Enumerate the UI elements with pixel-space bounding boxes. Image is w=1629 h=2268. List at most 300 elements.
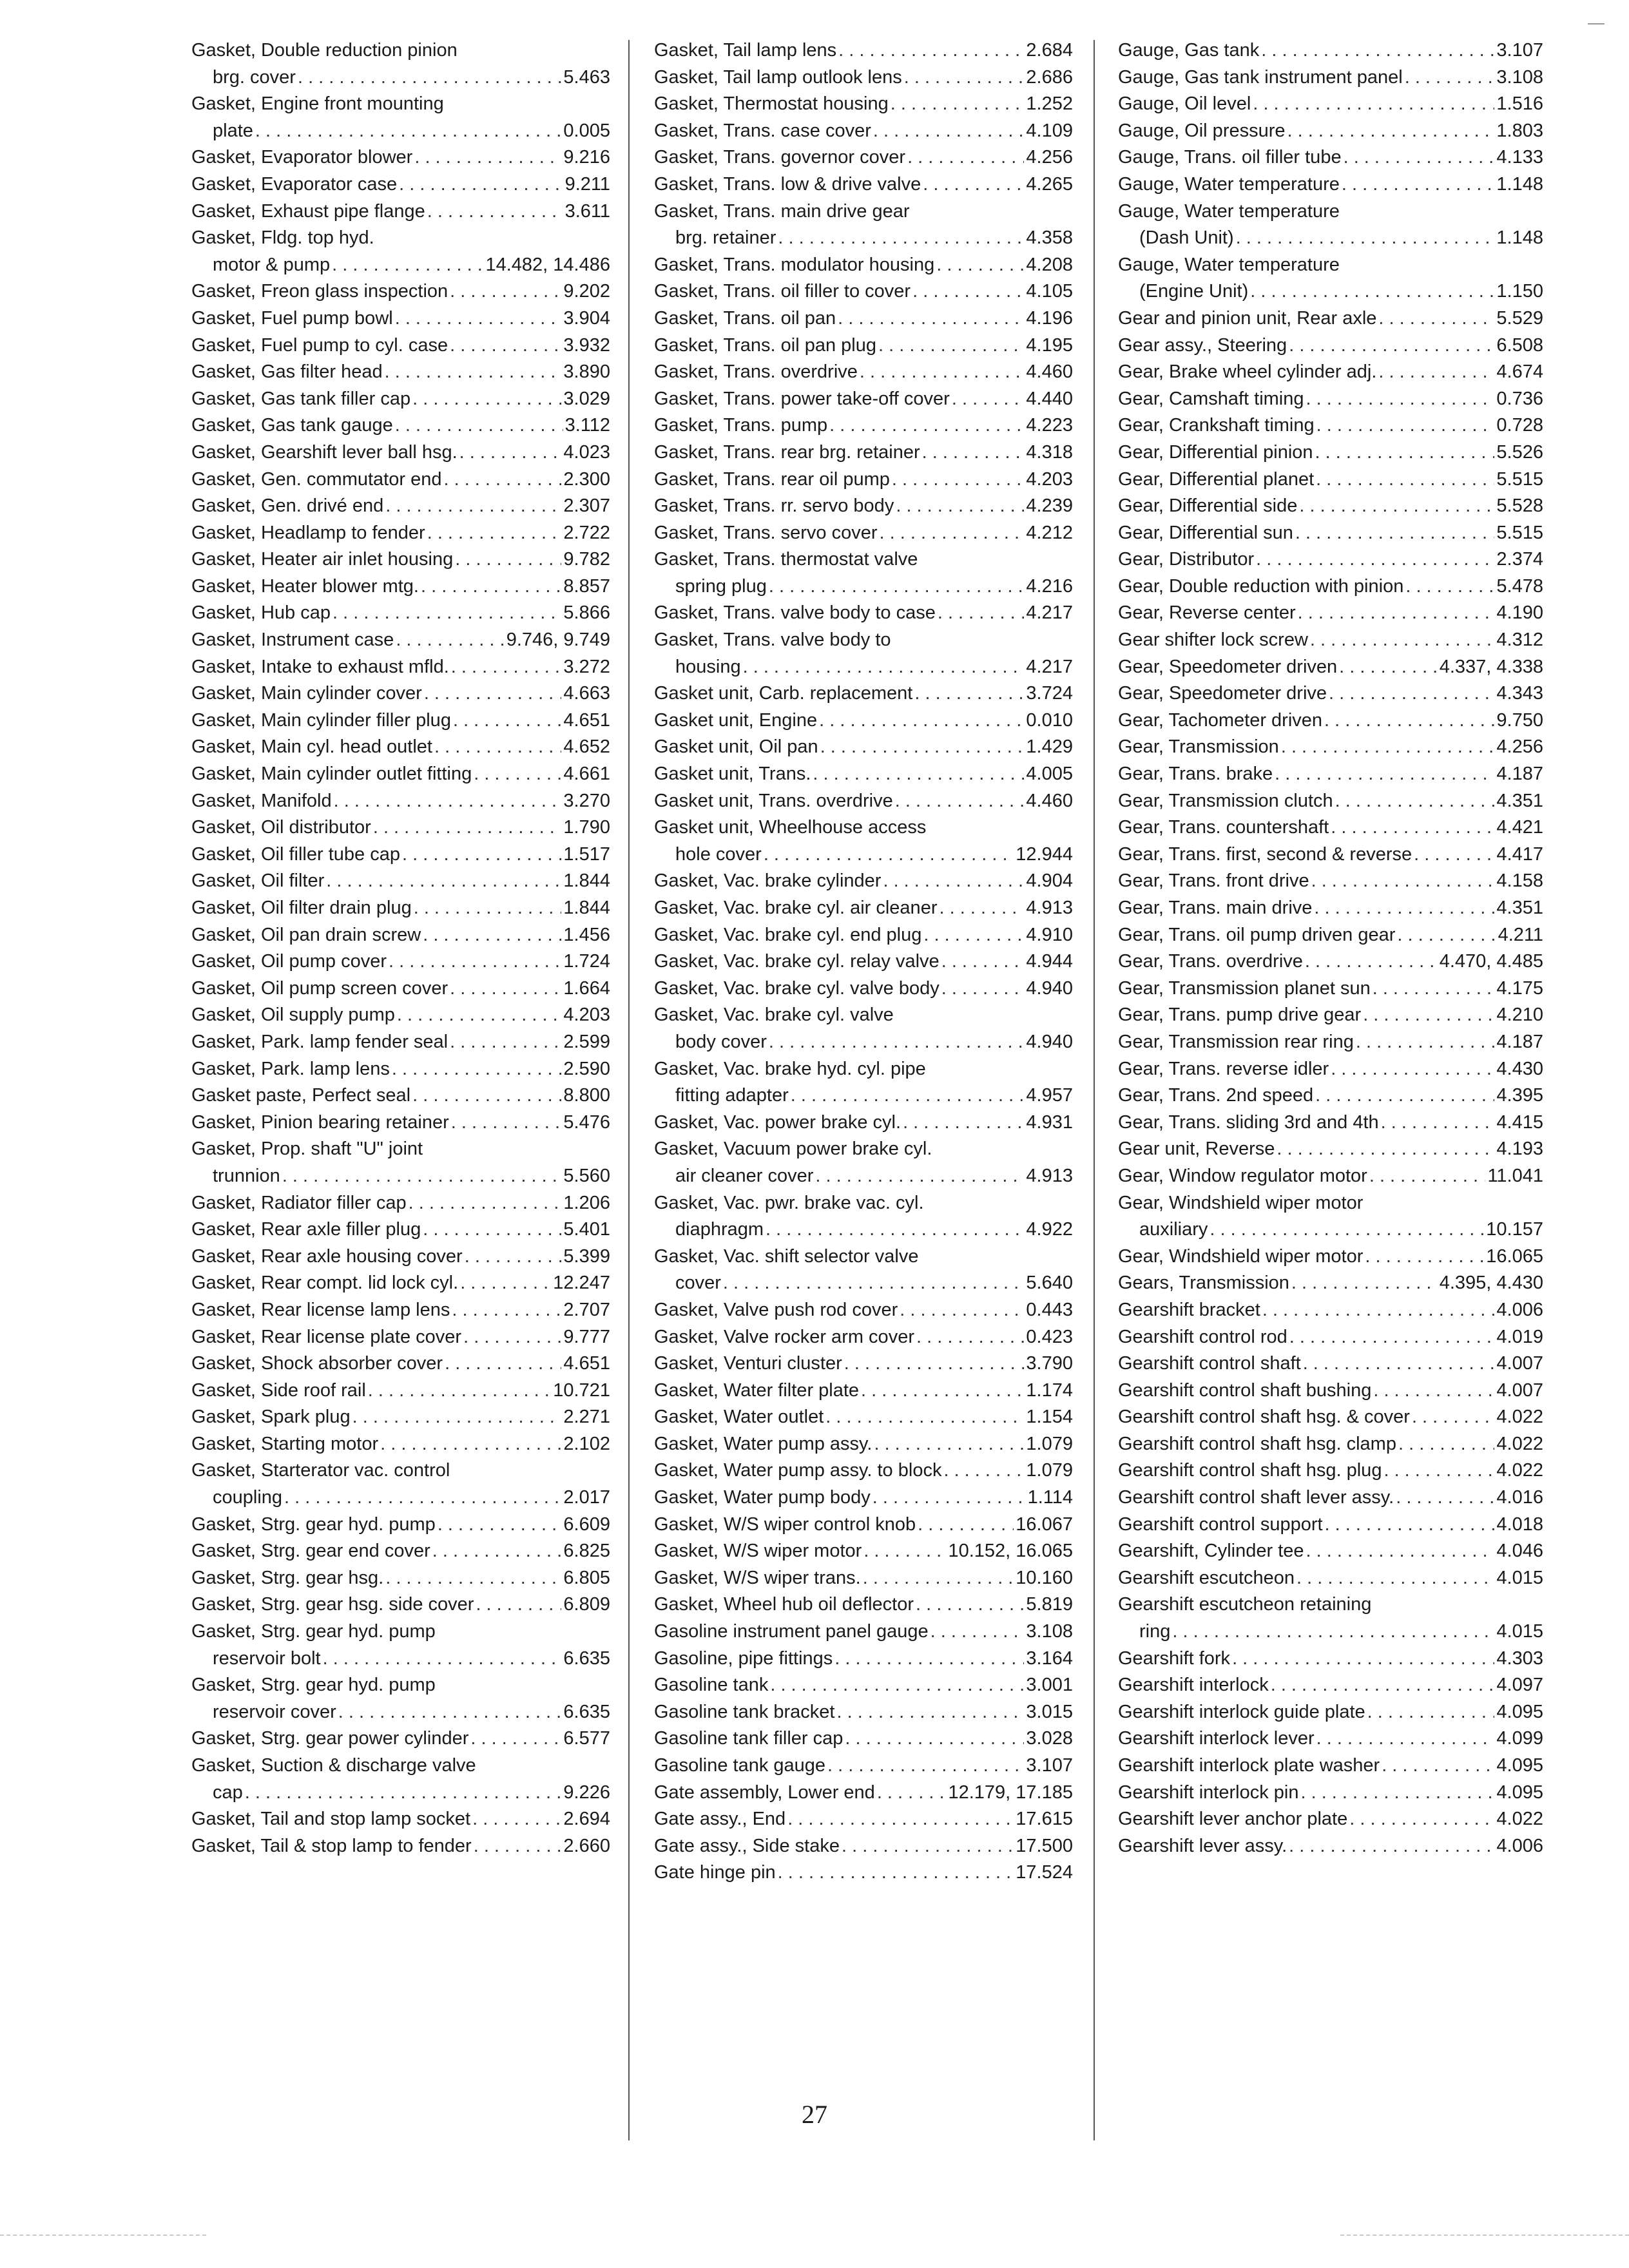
entry-line [1118,439,1543,466]
entry-line [191,332,610,360]
index-entry [191,359,610,386]
entry-text: Gear assy., Steering [1118,334,1287,356]
index-entry [1118,546,1543,573]
entry-text: Gear, Trans. front drive [1118,870,1309,892]
entry-reference-number: 1.516 [1496,93,1543,115]
entry-text: Gear, Trans. overdrive [1118,951,1303,972]
index-entry [1118,466,1543,494]
entry-continuation-line [654,1029,1073,1056]
entry-text: air cleaner cover [675,1165,814,1186]
entry-line [654,305,1073,332]
index-entry [191,922,610,949]
dot-leader [916,1591,1024,1619]
index-entry [191,1270,610,1297]
dot-leader [474,761,561,788]
entry-line [1118,1029,1543,1056]
entry-reference-number: 6.809 [563,1594,610,1615]
entry-reference-number: 6.609 [563,1514,610,1535]
index-entry [191,1082,610,1110]
dot-leader [1277,1136,1494,1163]
entry-line [191,1833,610,1860]
dot-leader [1331,1056,1494,1083]
dot-leader [1405,573,1494,601]
dot-leader [1367,1699,1495,1726]
entry-line [654,91,1073,118]
dot-leader [1373,975,1495,1003]
dot-leader [813,761,1024,788]
page-number: 27 [802,2100,827,2129]
dot-leader [845,1725,1024,1753]
entry-reference-number: 1.148 [1496,227,1543,249]
dot-leader [1383,1457,1494,1485]
dot-leader [941,975,1025,1003]
entry-text: Gear, Transmission clutch [1118,790,1333,811]
index-entry [654,1110,1073,1137]
dot-leader [414,144,561,171]
index-entry [654,1565,1073,1592]
dot-leader [1311,868,1495,895]
index-entry [1118,412,1543,439]
entry-text: Gasket, Water outlet [654,1407,824,1428]
entry-reference-number: 4.193 [1496,1139,1543,1160]
entry-reference-number: 6.508 [1496,334,1543,356]
dot-leader [1369,1163,1486,1190]
entry-text: Gasket, Fuel pump bowl [191,307,393,329]
scan-artifact-line [1340,2234,1629,2236]
entry-text: Gear, Differential pinion [1118,441,1313,463]
dot-leader [1287,118,1495,145]
entry-text: Gasket, Vac. brake cyl. valve body [654,977,940,999]
dot-leader [1306,386,1495,413]
entry-reference-number: 3.107 [1026,1755,1073,1776]
entry-reference-number: 4.351 [1496,790,1543,811]
entry-text: housing [675,656,741,677]
dot-leader [395,412,563,439]
entry-text: Gear, Transmission [1118,736,1279,758]
entry-reference-number: 5.866 [563,602,610,624]
index-entry [191,1350,610,1378]
dot-leader [1232,1646,1494,1673]
dot-leader [450,332,561,360]
index-entry [1118,1029,1543,1056]
dot-leader [459,439,562,466]
dot-leader [1315,1082,1494,1110]
entry-continuation-line [1118,278,1543,305]
index-entry [654,1860,1073,1887]
entry-line [1118,1190,1543,1217]
dot-leader [445,1350,561,1378]
entry-continuation-line [191,64,610,91]
entry-reference-number: 4.216 [1026,575,1073,597]
entry-continuation-line [1118,225,1543,252]
entry-reference-number: 4.940 [1026,977,1073,999]
entry-text: Gasket, Oil filler tube cap [191,843,400,865]
entry-text: Gate hinge pin [654,1862,776,1883]
dot-leader [778,1860,1014,1887]
dot-leader [1262,1297,1495,1324]
index-entry [1118,64,1543,91]
dot-leader [1335,788,1495,815]
entry-reference-number: 2.686 [1026,66,1073,88]
entry-reference-number: 9.782 [563,549,610,570]
entry-reference-number: 9.211 [564,173,610,195]
entry-line [654,278,1073,305]
entry-reference-number: 4.421 [1496,817,1543,838]
index-entry [654,1457,1073,1485]
entry-reference-number: 4.460 [1026,361,1073,383]
dot-leader [423,1216,561,1244]
index-entry [654,278,1073,305]
entry-reference-number: 4.187 [1496,764,1543,785]
entry-line [191,1565,610,1592]
dot-leader [842,1833,1014,1860]
dot-leader [1172,1619,1494,1646]
entry-text: Gasket, Vac. brake cyl. relay valve [654,951,940,972]
index-entry [654,1244,1073,1297]
entry-line [191,1806,610,1833]
dot-leader [916,1324,1024,1351]
dot-leader [863,1538,946,1565]
entry-line [654,466,1073,494]
entry-reference-number: 6.635 [563,1648,610,1669]
index-entry [191,91,610,144]
entry-reference-number: 12.944 [1016,843,1073,865]
index-entry [1118,1244,1543,1271]
dot-leader [423,922,561,949]
entry-line [654,1056,1073,1083]
entry-reference-number: 1.206 [563,1192,610,1213]
entry-line [1118,1672,1543,1699]
entry-text: Gasket, Vac. brake cyl. end plug [654,924,922,945]
index-entry [191,439,610,466]
entry-line [654,1485,1073,1512]
dot-leader [474,1833,562,1860]
dot-leader [1303,1350,1495,1378]
entry-text: Gasket, Trans. low & drive valve [654,173,921,195]
entry-text: Gasket, Strg. gear hsg. [191,1567,384,1588]
index-entry [654,466,1073,494]
entry-text: Gasket, Water pump assy. [654,1433,872,1454]
entry-text: Gasket, W/S wiper control knob [654,1514,916,1535]
entry-reference-number: 1.079 [1026,1433,1073,1454]
entry-reference-number: 2.599 [563,1031,610,1052]
entry-reference-number: 4.005 [1026,764,1073,785]
dot-leader [450,1029,561,1056]
entry-text: Gear, Windshield wiper motor [1118,1192,1364,1213]
dot-leader [392,1056,562,1083]
entry-text: Gear, Differential side [1118,495,1298,517]
entry-line [191,1431,610,1458]
index-entry [191,1833,610,1860]
index-entry [654,198,1073,252]
entry-text: Gasket, Venturi cluster [654,1353,842,1374]
index-entry [191,788,610,815]
entry-line [1118,922,1543,949]
entry-text: Gasket, Trans. pump [654,415,828,436]
dot-leader [1289,1833,1494,1860]
entry-reference-number: 4.318 [1026,441,1073,463]
dot-leader [914,680,1024,707]
entry-text: motor & pump [213,254,331,275]
index-entry [191,493,610,520]
entry-text: Gasket, Engine front mounting [191,93,444,115]
entry-text: Gasket, Main cylinder filler plug [191,709,451,731]
dot-leader [880,520,1025,547]
entry-reference-number: 3.270 [563,790,610,811]
entry-line [654,520,1073,547]
entry-text: Gasket, Starting motor [191,1433,379,1454]
entry-reference-number: 11.041 [1487,1165,1543,1186]
entry-line [654,118,1073,145]
entry-text: Gasket, Manifold [191,790,332,811]
entry-text: Gasket, Vac. brake cylinder [654,870,882,892]
entry-text: Gauge, Gas tank [1118,40,1260,61]
entry-reference-number: 2.694 [563,1809,610,1830]
entry-reference-number: 5.529 [1496,307,1543,329]
index-entry [654,1404,1073,1431]
entry-text: Gasoline tank bracket [654,1701,835,1722]
entry-text: Gasket, Strg. gear hyd. pump [191,1514,436,1535]
dot-leader [941,948,1025,975]
index-entry [654,144,1073,171]
entry-text: diaphragm [675,1219,764,1240]
entry-text: Gasket, Main cyl. head outlet [191,736,432,758]
dot-leader [402,841,561,869]
index-entry [191,1753,610,1806]
entry-reference-number: 4.196 [1026,307,1073,329]
dot-leader [907,144,1024,171]
entry-line [654,814,1073,841]
entry-line [1118,1002,1543,1029]
index-entry [191,37,610,91]
dot-leader [323,1646,562,1673]
entry-line [1118,1056,1543,1083]
dot-leader [1382,1753,1494,1780]
entry-line [654,412,1073,439]
entry-reference-number: 4.312 [1496,629,1543,651]
index-entry [1118,1780,1543,1807]
entry-line [1118,198,1543,226]
dot-leader [1210,1216,1484,1244]
entry-reference-number: 4.652 [563,736,610,758]
entry-line [191,412,610,439]
entry-reference-number: 4.195 [1026,334,1073,356]
entry-continuation-line [1118,1216,1543,1244]
entry-text: Gasket, Radiator filler cap [191,1192,407,1213]
dot-leader [769,573,1025,601]
entry-line [191,1619,610,1646]
entry-line [1118,91,1543,118]
entry-reference-number: 4.109 [1026,120,1073,141]
entry-text: Gasoline, pipe fittings [654,1648,833,1669]
entry-reference-number: 4.910 [1026,924,1073,945]
entry-text: Gasket, Gen. commutator end [191,468,442,490]
index-entry [654,1806,1073,1833]
dot-leader [769,1029,1025,1056]
entry-text: hole cover [675,843,762,865]
dot-leader [1314,895,1494,922]
entry-reference-number: 5.399 [563,1245,610,1267]
dot-leader [460,1270,551,1297]
entry-line [191,386,610,413]
column-rule-2 [1094,40,1095,2140]
entry-line [1118,520,1543,547]
index-entry [1118,1806,1543,1833]
entry-reference-number: 10.152, 16.065 [948,1541,1073,1562]
index-entry [1118,439,1543,466]
entry-reference-number: 3.029 [563,388,610,409]
index-entry [654,546,1073,600]
index-entry [654,1725,1073,1753]
entry-line [191,1672,610,1699]
index-entry [191,1378,610,1405]
entry-text: brg. retainer [675,227,776,249]
dot-leader [255,118,562,145]
entry-line [1118,1350,1543,1378]
dot-leader [891,91,1025,118]
entry-reference-number: 9.750 [1496,709,1543,731]
dot-leader [1324,707,1494,735]
entry-text: Gasket, Vac. brake cyl. air cleaner [654,898,938,918]
entry-text: Gearshift lever anchor plate [1118,1809,1348,1830]
entry-reference-number: 6.825 [563,1541,610,1562]
entry-text: Gasket, Gen. drivé end [191,495,384,517]
entry-line [191,493,610,520]
entry-reference-number: 4.343 [1496,683,1543,704]
dot-leader [338,1699,562,1726]
entry-line [191,1002,610,1029]
dot-leader [1271,1672,1495,1699]
entry-line [1118,707,1543,735]
entry-text: Gauge, Oil level [1118,93,1251,115]
entry-text: Gasket, Oil pan drain screw [191,924,421,945]
entry-text: Gear, Window regulator motor [1118,1165,1367,1186]
entry-line [191,707,610,735]
entry-line [191,1082,610,1110]
entry-line [191,1538,610,1565]
entry-reference-number: 4.095 [1496,1755,1543,1776]
entry-text: Gasket, Gas filter head [191,361,383,383]
entry-text: Gasket, Valve push rod cover [654,1299,898,1320]
dot-leader [1378,359,1494,386]
entry-reference-number: 4.256 [1026,147,1073,168]
index-entry [191,278,610,305]
entry-reference-number: 4.018 [1496,1514,1543,1535]
entry-text: Gasket, Gas tank filler cap [191,388,411,409]
entry-line [1118,1457,1543,1485]
index-entry [654,1753,1073,1780]
entry-line [191,37,610,64]
entry-line [654,1753,1073,1780]
entry-line [191,788,610,815]
entry-reference-number: 4.913 [1026,898,1073,918]
entry-reference-number: 4.105 [1026,281,1073,302]
entry-line [1118,1591,1543,1619]
entry-line [1118,359,1543,386]
dot-leader [245,1780,562,1807]
dot-leader [1298,600,1495,627]
entry-text: Gear, Trans. sliding 3rd and 4th [1118,1111,1379,1133]
entry-line [191,1512,610,1539]
index-entry [654,1538,1073,1565]
dot-leader [450,975,561,1003]
entry-line [191,1378,610,1405]
entry-line [191,1056,610,1083]
entry-continuation-line [654,1270,1073,1297]
entry-text: Gasket, Oil supply pump [191,1004,395,1026]
entry-reference-number: 3.112 [564,415,610,436]
dot-leader [476,1591,561,1619]
entry-text: Gasket, Oil filter [191,870,325,892]
entry-line [191,278,610,305]
entry-reference-number: 4.351 [1496,898,1543,918]
entry-reference-number: 4.007 [1496,1353,1543,1374]
entry-text: Gasket, Trans. governor cover [654,147,906,168]
entry-text: Gate assy., End [654,1809,786,1830]
entry-reference-number: 4.440 [1026,388,1073,409]
dot-leader [938,600,1025,627]
dot-leader [412,386,561,413]
entry-reference-number: 4.006 [1496,1835,1543,1856]
index-entry [1118,144,1543,171]
entry-reference-number: 5.819 [1026,1594,1073,1615]
index-entry [1118,895,1543,922]
entry-line [191,1753,610,1780]
dot-leader [463,1324,561,1351]
dot-leader [1305,948,1438,975]
dot-leader [787,1806,1014,1833]
entry-line [191,1216,610,1244]
entry-reference-number: 4.019 [1496,1326,1543,1347]
entry-line [654,1110,1073,1137]
entry-line [191,734,610,761]
entry-text: Gasket, Evaporator case [191,173,398,195]
entry-line [191,359,610,386]
dot-leader [863,1565,1014,1592]
entry-text: Gasket, Hub cap [191,602,331,624]
entry-reference-number: 2.017 [563,1487,610,1508]
index-entry [191,332,610,360]
dot-leader [427,198,563,226]
index-entry [654,975,1073,1003]
entry-text: Gearshift control shaft [1118,1353,1301,1374]
entry-reference-number: 1.429 [1026,736,1073,758]
entry-reference-number: 10.157 [1486,1219,1543,1240]
entry-reference-number: 4.415 [1496,1111,1543,1133]
entry-line [654,1457,1073,1485]
entry-text: Gearshift bracket [1118,1299,1260,1320]
index-entry [191,1538,610,1565]
entry-line [191,546,610,573]
dot-leader [918,1512,1014,1539]
entry-line [1118,975,1543,1003]
index-entry [654,171,1073,198]
index-entry [654,386,1073,413]
entry-text: Gasket unit, Wheelhouse access [654,817,927,838]
entry-reference-number: 1.517 [563,843,610,865]
index-entry [654,922,1073,949]
dot-leader [1325,1512,1495,1539]
entry-reference-number: 6.805 [563,1567,610,1588]
index-entry [1118,118,1543,145]
entry-line [1118,1297,1543,1324]
entry-reference-number: 2.590 [563,1058,610,1079]
entry-reference-number: 5.463 [563,66,610,88]
index-entry [1118,868,1543,895]
entry-text: Gasket, Side roof rail [191,1379,366,1401]
entry-text: Gasket, Fuel pump to cyl. case [191,334,448,356]
entry-text: Gasket, Vac. pwr. brake vac. cyl. [654,1192,924,1213]
